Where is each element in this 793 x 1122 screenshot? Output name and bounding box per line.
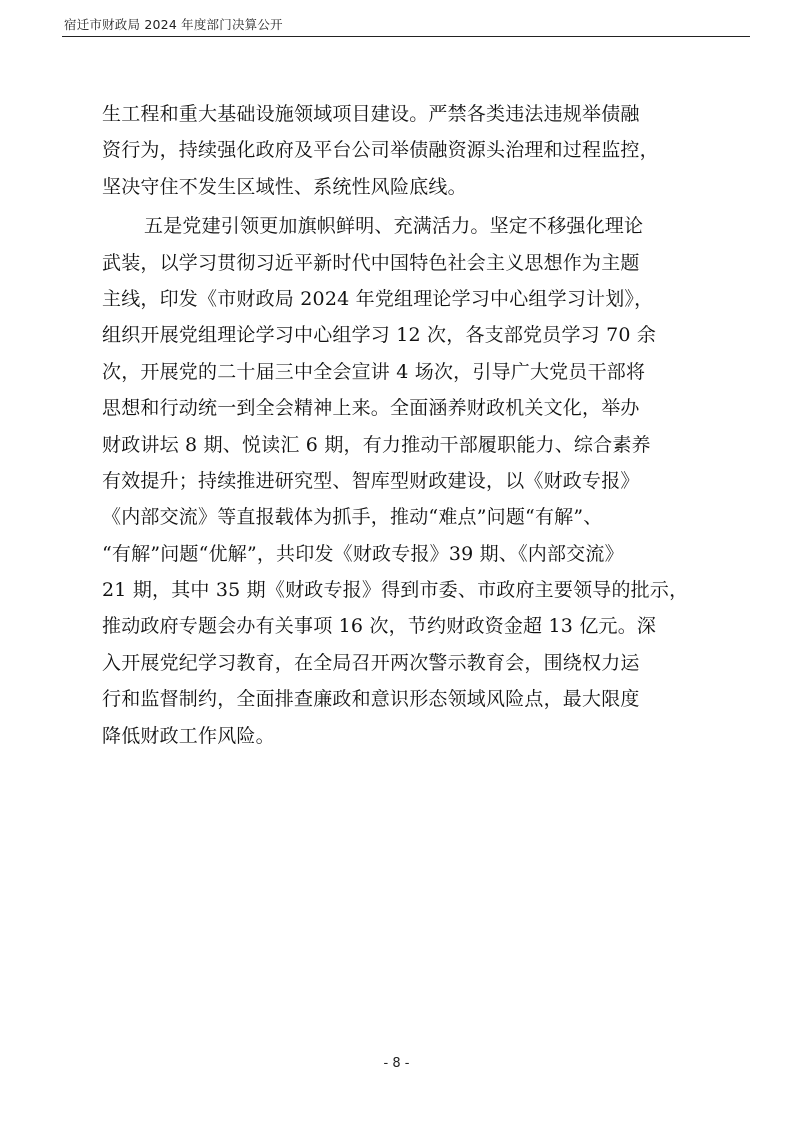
text-line: 行和监督制约，全面排查廉政和意识形态领域风险点，最大限度 xyxy=(102,688,640,711)
text-line: 武装，以学习贯彻习近平新时代中国特色社会主义思想作为主题 xyxy=(102,251,640,274)
text-line: 推动政府专题会办有关事项 16 次，节约财政资金超 13 亿元。深 xyxy=(102,615,657,638)
document-body xyxy=(102,96,722,754)
text-line: 21 期，其中 35 期《财政专报》得到市委、市政府主要领导的批示， xyxy=(102,579,689,602)
text-line: 有效提升；持续推进研究型、智库型财政建设，以《财政专报》 xyxy=(102,469,640,492)
text-line: 主线，印发《市财政局 2024 年党组理论学习中心组学习计划》， xyxy=(102,287,654,310)
text-line: 生工程和重大基础设施领域项目建设。严禁各类违法违规举债融 xyxy=(102,103,640,125)
text-line: 组织开展党组理论学习中心组学习 12 次，各支部党员学习 70 余 xyxy=(102,324,657,347)
text-line: 坚决守住不发生区域性、系统性风险底线。 xyxy=(102,175,467,198)
text-line: 入开展党纪学习教育，在全局召开两次警示教育会，围绕权力运 xyxy=(102,651,640,674)
paragraph-1 xyxy=(102,96,722,205)
running-header xyxy=(62,12,750,37)
text-line: 次，开展党的二十届三中全会宣讲 4 场次，引导广大党员干部将 xyxy=(102,360,646,383)
text-line: 《内部交流》等直报载体为抓手，推动“难点”问题“有解”、 xyxy=(102,506,603,529)
text-line: 财政讲坛 8 期、悦读汇 6 期，有力推动干部履职能力、综合素养 xyxy=(102,433,651,456)
text-line: “有解”问题“优解”，共印发《财政专报》39 期、《内部交流》 xyxy=(102,542,624,565)
text-line: 五是党建引领更加旗帜鲜明、充满活力。坚定不移强化理论 xyxy=(144,215,644,238)
text-line: 思想和行动统一到全会精神上来。全面涵养财政机关文化，举办 xyxy=(102,397,640,420)
page-number: - 8 - xyxy=(383,1056,410,1071)
header-title: 宿迁市财政局 2024 年度部门决算公开 xyxy=(64,17,283,32)
text-line: 资行为，持续强化政府及平台公司举债融资源头治理和过程监控， xyxy=(102,139,659,162)
paragraph-2 xyxy=(102,208,722,754)
text-line: 降低财政工作风险。 xyxy=(102,724,275,747)
